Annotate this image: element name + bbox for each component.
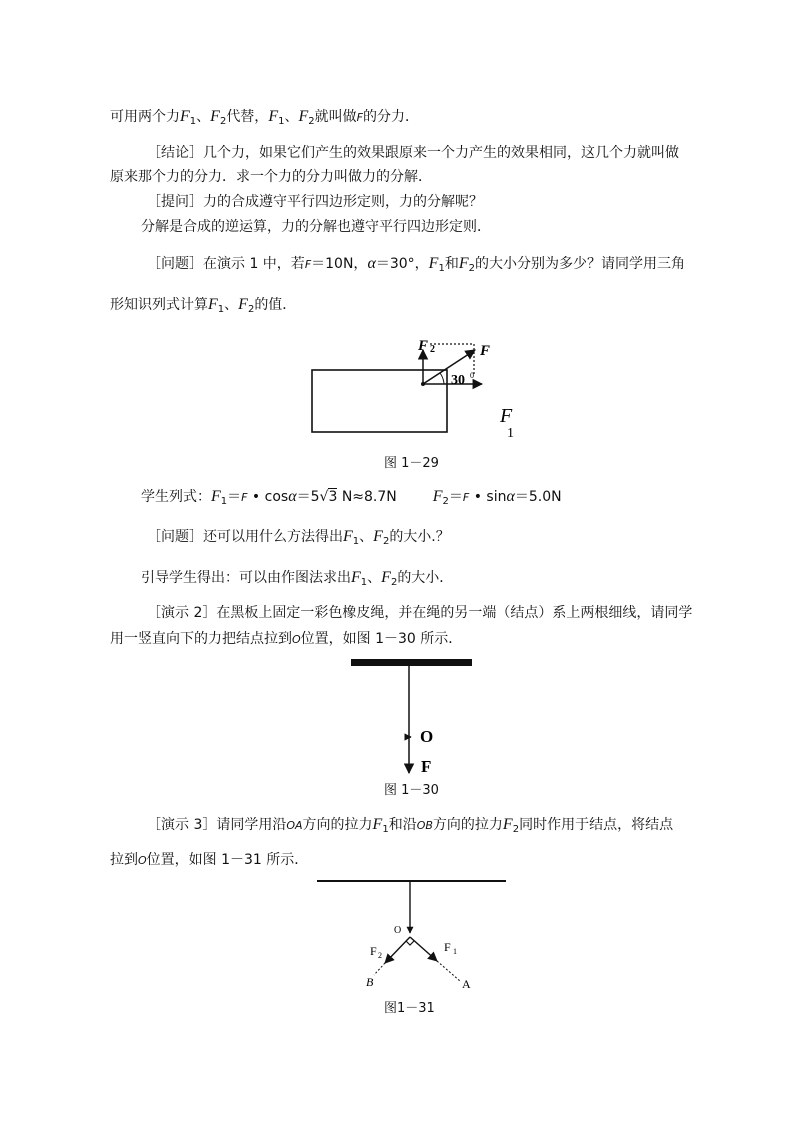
text-run: 、	[359, 529, 374, 545]
symbol-f2: F	[210, 108, 220, 125]
symbol-f: F	[462, 491, 470, 504]
subscript: 1	[360, 577, 368, 588]
subscript: 1	[352, 536, 360, 547]
figure-1-29-caption: 图 1－29	[384, 456, 439, 471]
symbol-f1: F	[351, 569, 361, 586]
text-run: 位置，如图 1－30 所示．	[300, 631, 463, 647]
f1-arrow	[410, 937, 437, 961]
symbol-f1: F	[343, 528, 353, 545]
label-f2-subscript: 2	[430, 344, 435, 355]
text-run: • sin	[469, 489, 507, 505]
symbol-f2: F	[298, 108, 309, 125]
text-run: 代替，	[226, 109, 269, 125]
conclusion-line-1: ［结论］几个力，如果它们产生的效果跟原来一个力产生的效果相同，这几个力就叫做	[147, 145, 679, 161]
text-run: ［问题］还可以用什么方法得出	[147, 529, 343, 545]
text-run: 学生列式：	[141, 489, 211, 505]
subscript: 1	[217, 304, 225, 315]
symbol-f: F	[304, 258, 312, 271]
text-run: ［演示 3］请同学用沿	[147, 817, 287, 833]
text-run: ＝5.0N	[514, 489, 562, 505]
text-run: 形知识列式计算	[110, 297, 208, 313]
symbol-f2: F	[381, 569, 391, 586]
conclusion-line-2: 原来那个力的分力．求一个力的分力叫做力的分解．	[110, 169, 432, 185]
symbol-f2: F	[502, 816, 513, 833]
symbol-f1: F	[211, 488, 221, 505]
label-f1-subscript: 1	[507, 426, 514, 441]
symbol-f1: F	[208, 296, 218, 313]
text-run: 、	[367, 570, 382, 586]
text-run: 用一竖直向下的力把结点拉到	[110, 631, 292, 647]
symbol-f2: F	[238, 296, 248, 313]
label-o: O	[420, 727, 434, 746]
symbol-alpha: α	[288, 488, 297, 505]
symbol-oa: OA	[286, 819, 303, 832]
subscript: 2	[512, 824, 520, 835]
subscript: 2	[382, 536, 390, 547]
text-run: N≈8.7N	[337, 489, 397, 505]
text-run: 的大小．	[397, 570, 454, 586]
symbol-f2: F	[432, 488, 443, 505]
label-degree: 0	[470, 371, 474, 380]
demo2-line-1: ［演示 2］在黑板上固定一彩色橡皮绳，并在绳的另一端（结点）系上两根细线，请同学	[147, 605, 693, 621]
symbol-f2: F	[458, 255, 469, 272]
label-a: A	[462, 977, 471, 991]
symbol-f1: F	[180, 108, 190, 125]
text-run: 和	[444, 256, 459, 272]
text-run: 同时作用于结点，将结点	[519, 817, 674, 833]
text-run: ＝5	[296, 489, 320, 505]
subscript: 2	[247, 304, 255, 315]
subscript: 1	[278, 116, 285, 127]
text-run: 方向的拉力	[432, 817, 503, 833]
text-run: 可用两个力	[110, 109, 180, 125]
symbol-alpha: α	[367, 255, 376, 272]
label-f2: F	[418, 338, 429, 354]
text-run: ＝	[448, 489, 463, 505]
text-run: 拉到	[110, 852, 138, 868]
text-run: 和沿	[388, 817, 417, 833]
subscript: 2	[468, 263, 475, 274]
right-angle-marker	[406, 941, 414, 945]
text-run: ＝	[227, 489, 242, 505]
symbol-f1: F	[428, 255, 439, 272]
symbol-f2: F	[373, 528, 383, 545]
text-run: 、	[196, 109, 211, 125]
label-o: O	[394, 925, 402, 936]
sqrt-sign: √	[319, 489, 329, 505]
label-b: B	[366, 975, 374, 989]
text-run: 的大小分别为多少？请同学用三角	[474, 256, 685, 272]
subscript: 2	[442, 496, 449, 507]
label-f1-subscript: 1	[453, 947, 457, 956]
text-run: 的分力．	[362, 109, 419, 125]
question-decomposition: ［提问］力的合成遵守平行四边形定则，力的分解呢？	[147, 194, 483, 210]
symbol-ob: OB	[416, 819, 433, 832]
answer-decomposition: 分解是合成的逆运算，力的分解也遵守平行四边形定则．	[141, 219, 491, 235]
label-angle: 30	[451, 373, 465, 388]
subscript: 2	[390, 577, 398, 588]
label-f1: F	[500, 405, 513, 427]
subscript: 1	[220, 496, 228, 507]
text-run: • cos	[247, 489, 289, 505]
symbol-f1: F	[372, 816, 383, 833]
text-run: 、	[284, 109, 299, 125]
text-run: ＝30°，	[375, 256, 429, 272]
figure-1-30-caption: 图 1－30	[384, 783, 439, 798]
label-f2-subscript: 2	[378, 951, 382, 960]
label-f2: F	[370, 944, 377, 958]
symbol-f: F	[241, 491, 248, 504]
subscript: 1	[438, 263, 445, 274]
symbol-o: O	[292, 633, 301, 646]
symbol-f: F	[356, 111, 363, 124]
text-run: 方向的拉力	[302, 817, 373, 833]
symbol-alpha: α	[506, 488, 515, 505]
symbol-o: O	[138, 854, 147, 867]
label-f1: F	[444, 940, 451, 954]
text-run: 位置，如图 1－31 所示．	[146, 852, 309, 868]
subscript: 1	[382, 824, 389, 835]
text-run: 的大小.？	[389, 529, 450, 545]
label-f: F	[480, 343, 491, 359]
text-run: ＝10N，	[311, 256, 368, 272]
oa-dotted-line	[437, 961, 460, 981]
subscript: 2	[308, 116, 315, 127]
ob-dotted-line	[374, 963, 385, 975]
text-run: 的值．	[254, 297, 297, 313]
sqrt-radicand: 3	[328, 489, 338, 505]
text-run: 、	[224, 297, 239, 313]
subscript: 2	[219, 116, 227, 127]
text-run: 引导学生得出：可以由作图法求出	[141, 570, 351, 586]
text-run: ［问题］在演示 1 中，若	[147, 256, 305, 272]
text-run: 就叫做	[314, 109, 357, 125]
label-f: F	[421, 757, 432, 776]
figure-1-31-caption: 图1－31	[384, 1001, 435, 1016]
symbol-f1: F	[268, 108, 279, 125]
subscript: 1	[189, 116, 197, 127]
